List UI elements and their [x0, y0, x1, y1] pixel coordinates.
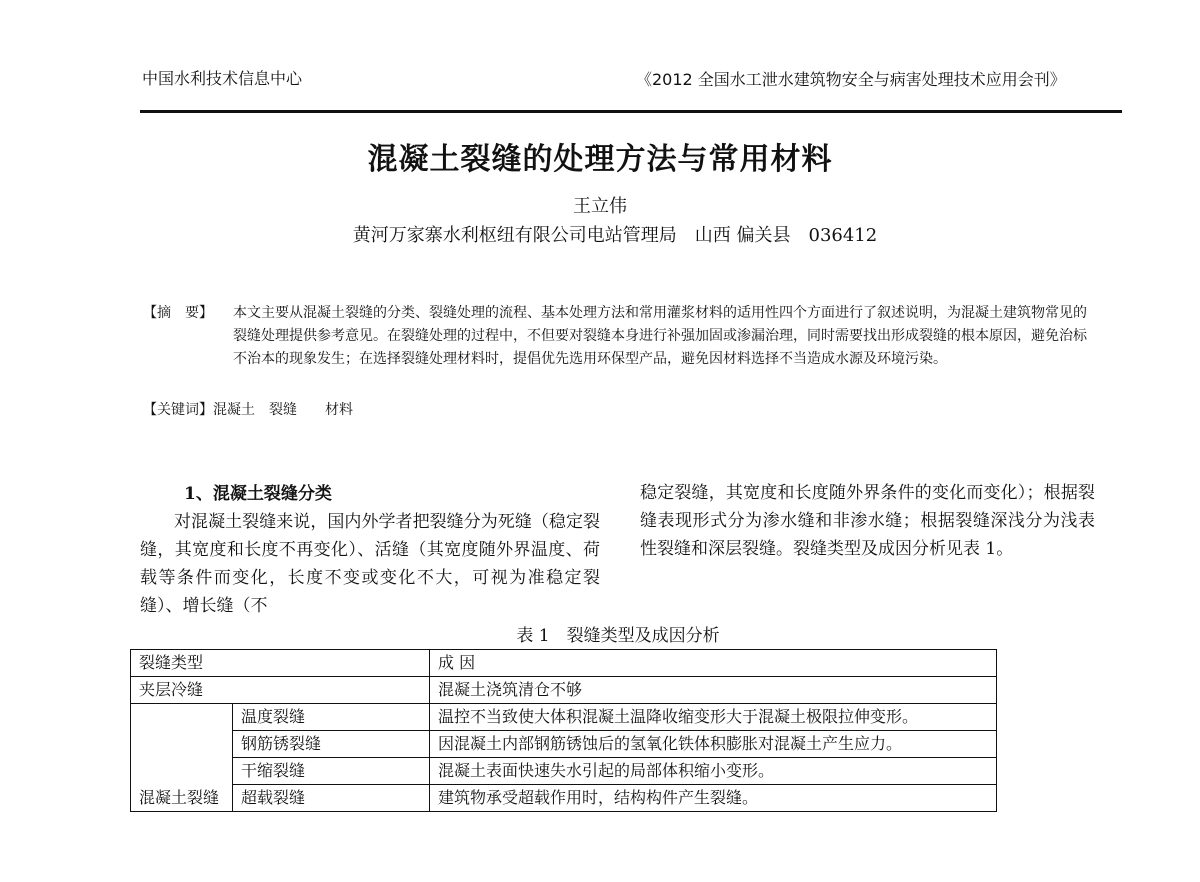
body-text-left: 对混凝土裂缝来说，国内外学者把裂缝分为死缝（稳定裂缝，其宽度和长度不再变化）、活缝（其宽度随外界温度、荷载等条件而变化，长度不变或变化不大，可视为准稳定裂缝）、增长缝（不: [140, 512, 600, 616]
table-cell-subtype: 超载裂缝: [233, 785, 430, 812]
table-row: [131, 677, 997, 704]
table-row: [131, 731, 997, 758]
table-caption: 表 1 裂缝类型及成因分析: [516, 626, 720, 646]
table-row: [131, 758, 997, 785]
table-header-row: [131, 650, 997, 677]
header-left: 中国水利技术信息中心: [142, 69, 303, 88]
table-cell-subtype: 钢筋锈裂缝: [233, 731, 430, 758]
table-cell-cause: 混凝土表面快速失水引起的局部体积缩小变形。: [430, 758, 997, 785]
affiliation: 黄河万家寨水利枢纽有限公司电站管理局 山西 偏关县 036412: [352, 225, 878, 246]
header-cell-type: 裂缝类型: [131, 650, 430, 677]
table-cell-cause: 混凝土浇筑清仓不够: [430, 677, 997, 704]
section-heading: 1、混凝土裂缝分类: [184, 484, 332, 504]
table-cell-subtype: 干缩裂缝: [233, 758, 430, 785]
header-right: 《2012 全国水工泄水建筑物安全与病害处理技术应用会刊》: [636, 70, 1066, 89]
keywords: 【关键词】混凝土 裂缝 材料: [143, 402, 353, 418]
header-cell-cause: 成 因: [430, 650, 997, 677]
table-cell-subtype: 温度裂缝: [233, 704, 430, 731]
table-cell-cause: 建筑物承受超载作用时，结构构件产生裂缝。: [430, 785, 997, 812]
header-rule: [140, 110, 1122, 113]
body-text-right: 稳定裂缝，其宽度和长度随外界条件的变化而变化）；根据裂缝表现形式分为渗水缝和非渗水缝；根据裂缝深浅分为浅表性裂缝和深层裂缝。裂缝类型及成因分析见表 1。: [640, 483, 1095, 559]
table-row: [131, 704, 997, 731]
crack-type-table: [130, 649, 997, 812]
table-cell-cause: 温控不当致使大体积混凝土温降收缩变形大于混凝土极限拉伸变形。: [430, 704, 997, 731]
paper-title: 混凝土裂缝的处理方法与常用材料: [367, 142, 833, 177]
author: 王立伟: [573, 196, 627, 217]
table-cell-type: 夹层冷缝: [131, 677, 430, 704]
table-row: [131, 785, 997, 812]
abstract-label: 【摘 要】: [143, 305, 213, 321]
table-cell-cause: 因混凝土内部钢筋锈蚀后的氢氧化铁体积膨胀对混凝土产生应力。: [430, 731, 997, 758]
abstract-text: 本文主要从混凝土裂缝的分类、裂缝处理的流程、基本处理方法和常用灌浆材料的适用性四个方面进行了叙述说明，为混凝土建筑物常见的裂缝处理提供参考意见。在裂缝处理的过程中，不但要对裂缝本身进行补强加固或渗漏治理，同时需要找出形成裂缝的根本原因，避免治标不治本的现象发生；在选择裂缝处理材料时，提倡优先选用环保型产品，避免因材料选择不当造成水源及环境污染。: [233, 305, 1087, 367]
table-cell-group: 混凝土裂缝: [131, 704, 233, 812]
